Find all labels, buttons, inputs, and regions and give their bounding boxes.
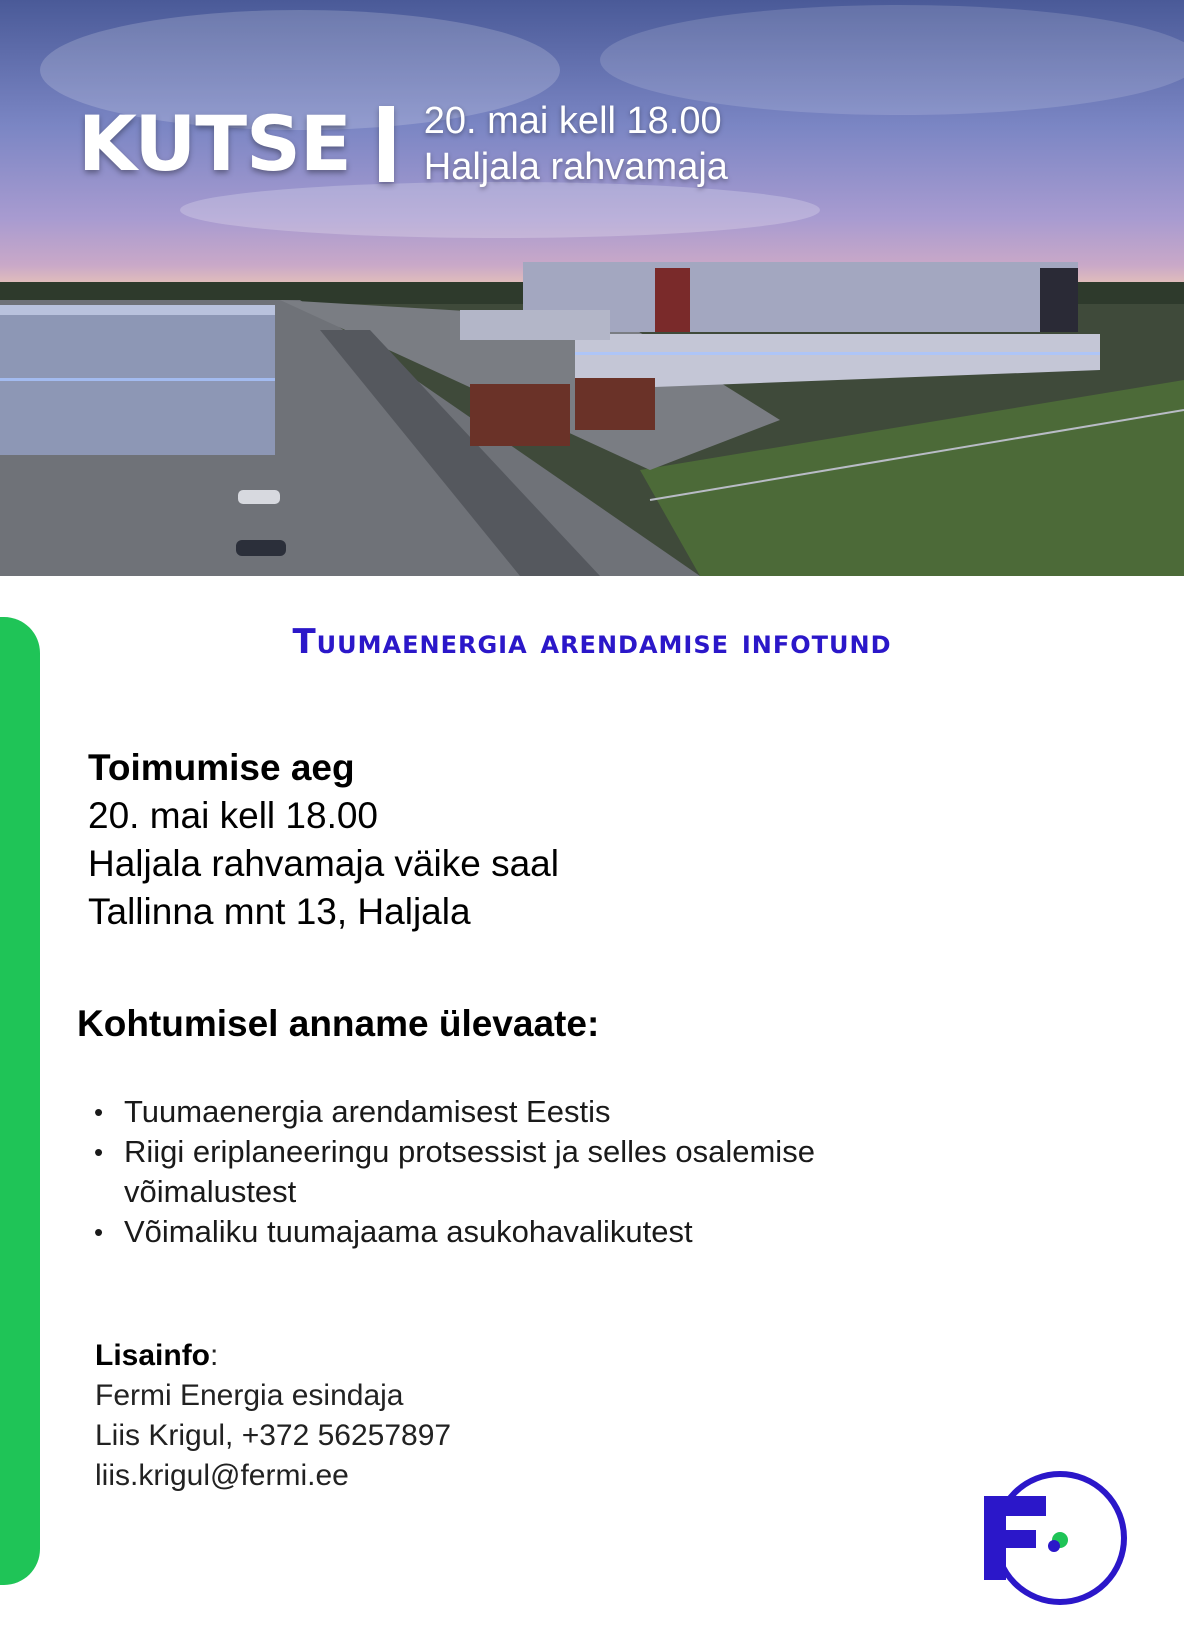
list-item: • Võimaliku tuumajaama asukohavalikutest bbox=[92, 1212, 984, 1252]
page-title: Tuumaenergia arendamise infotund bbox=[292, 622, 892, 662]
event-date: 20. mai kell 18.00 bbox=[88, 795, 379, 836]
hero-date: 20. mai kell 18.00 bbox=[423, 100, 722, 142]
contact-label: Lisainfo bbox=[95, 1339, 211, 1372]
hero-image bbox=[0, 0, 1184, 576]
overview-heading: Kohtumisel anname ülevaate: bbox=[77, 1003, 600, 1044]
accent-bar bbox=[0, 617, 40, 1585]
hero-details bbox=[424, 98, 728, 190]
event-venue: Haljala rahvamaja väike saal bbox=[88, 843, 559, 884]
contact-info bbox=[95, 1336, 451, 1496]
contact-email[interactable]: liis.krigul@fermi.ee bbox=[95, 1459, 349, 1492]
event-address: Tallinna mnt 13, Haljala bbox=[88, 891, 471, 932]
event-details bbox=[88, 744, 559, 936]
headline-divider bbox=[379, 106, 394, 182]
contact-person: Liis Krigul, +372 56257897 bbox=[95, 1419, 452, 1452]
list-item: • Tuumaenergia arendamisest Eestis bbox=[92, 1092, 984, 1132]
event-heading: Toimumise aeg bbox=[88, 747, 355, 788]
contact-label-colon: : bbox=[210, 1339, 219, 1372]
contact-label-row bbox=[95, 1336, 451, 1376]
overview-list bbox=[92, 1092, 984, 1252]
invite-word: KUTSE bbox=[78, 99, 351, 188]
contact-org: Fermi Energia esindaja bbox=[95, 1379, 404, 1412]
fermi-logo-icon bbox=[980, 1466, 1130, 1610]
hero-venue: Haljala rahvamaja bbox=[423, 146, 728, 188]
list-item: • Riigi eriplaneeringu protsessist ja selles osalemise võimalustest bbox=[92, 1132, 984, 1212]
hero-banner bbox=[0, 0, 1184, 576]
hero-headline bbox=[78, 98, 728, 190]
